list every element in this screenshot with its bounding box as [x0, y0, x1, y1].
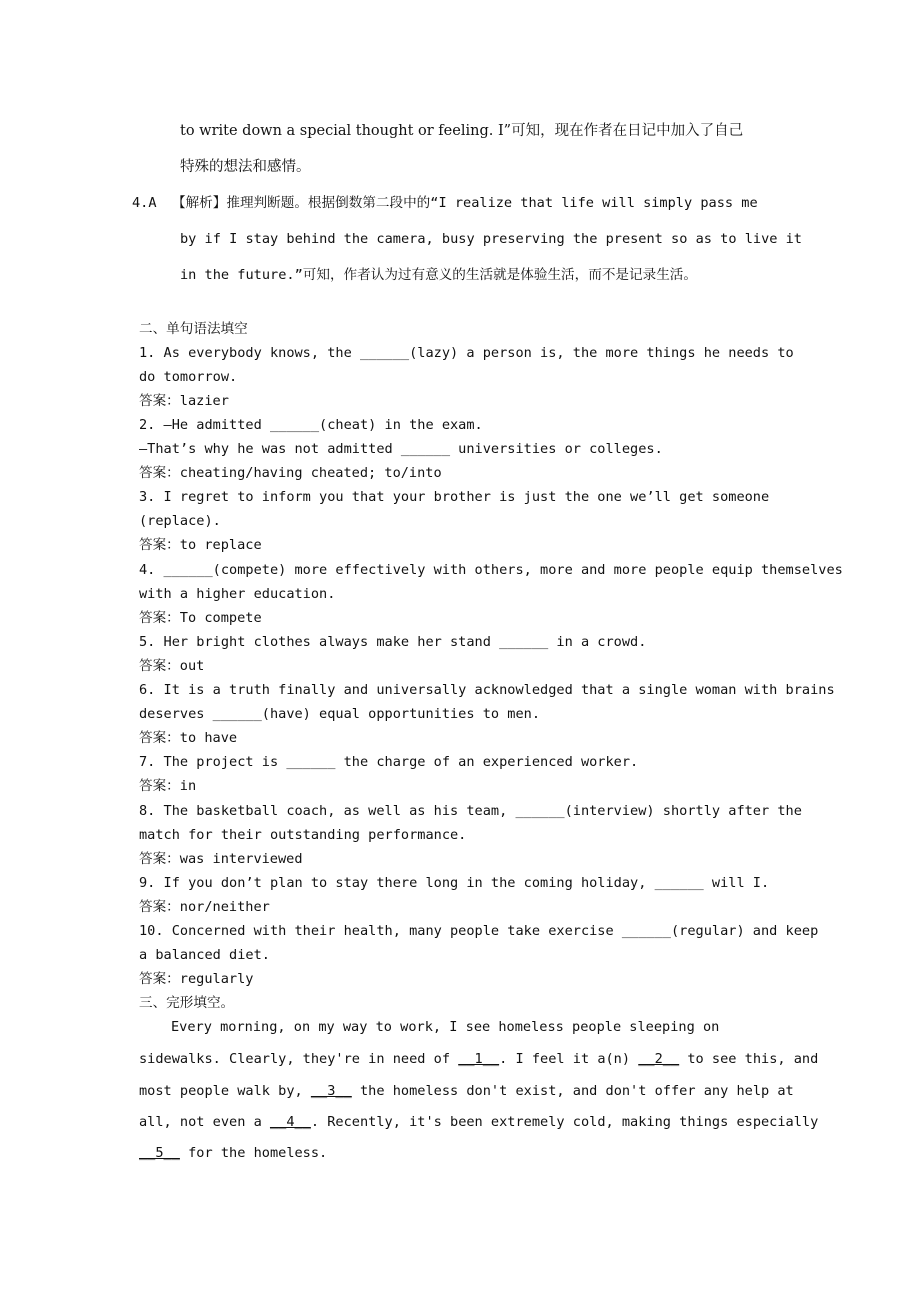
answer-line: 答案：regularly: [139, 971, 254, 987]
question-line: do tomorrow.: [139, 369, 238, 385]
question-line: 8. The basketball coach, as well as his team, ______(interview) shortly after the: [139, 803, 802, 819]
section-heading: 三、完形填空。: [139, 995, 235, 1011]
question-line: a balanced diet.: [139, 947, 270, 963]
question-line: (replace).: [139, 513, 221, 529]
passage-text: the homeless don't exist, and don't offer any help at: [351, 1083, 794, 1099]
answer-line: 答案：nor/neither: [139, 899, 270, 915]
answer-line: 答案：out: [139, 658, 205, 674]
passage-text: sidewalks. Clearly, they're in need of: [139, 1051, 459, 1067]
explanation-line: by if I stay behind the camera, busy preserving the present so as to live it: [180, 231, 802, 247]
cloze-blank-2: __2__: [638, 1051, 680, 1067]
question-line: 4. ______(compete) more effectively with others, more and more people equip themselves: [139, 562, 843, 578]
passage-text: . I feel it a(n): [499, 1051, 639, 1067]
section-heading: 二、单句语法填空: [139, 321, 248, 337]
question-line: 3. I regret to inform you that your brother is just the one we’ll get someone: [139, 489, 770, 505]
answer-line: 答案：cheating/having cheated; to/into: [139, 465, 442, 481]
passage-line: [139, 1049, 818, 1069]
passage-text: most people walk by,: [139, 1083, 311, 1099]
cloze-blank-1: __1__: [458, 1051, 500, 1067]
passage-text: all, not even a: [139, 1114, 270, 1130]
explanation-line: 特殊的想法和感情。: [180, 159, 311, 175]
question-line: 5. Her bright clothes always make her stand ______ in a crowd.: [139, 634, 647, 650]
question-line: 9. If you don’t plan to stay there long in the coming holiday, ______ will I.: [139, 875, 770, 891]
answer-line: 答案：to have: [139, 730, 238, 746]
answer-line: 答案：in: [139, 778, 197, 794]
passage-line: [139, 1081, 794, 1101]
question-line: 10. Concerned with their health, many people take exercise ______(regular) and keep: [139, 923, 819, 939]
passage-line: Every morning, on my way to work, I see homeless people sleeping on: [171, 1019, 720, 1035]
cloze-blank-5: __5__: [139, 1145, 180, 1161]
passage-text: . Recently, it's been extremely cold, making things especially: [310, 1114, 819, 1130]
explanation-line: in the future.”可知，作者认为过有意义的生活就是体验生活，而不是记录生活。: [180, 267, 697, 283]
question-line: 1. As everybody knows, the ______(lazy) a person is, the more things he needs to: [139, 345, 794, 361]
question-line: with a higher education.: [139, 586, 336, 602]
question-line: 6. It is a truth finally and universally acknowledged that a single woman with brains: [139, 682, 835, 698]
cloze-blank-4: __4__: [269, 1114, 311, 1130]
answer-line: 答案：to replace: [139, 537, 262, 553]
passage-text: to see this, and: [679, 1051, 819, 1067]
answer-line: 答案：To compete: [139, 610, 262, 626]
question-line: 7. The project is ______ the charge of an experienced worker.: [139, 754, 639, 770]
answer-line: 答案：was interviewed: [139, 851, 303, 867]
question-line: —That’s why he was not admitted ______ universities or colleges.: [139, 441, 663, 457]
question-line: 2. —He admitted ______(cheat) in the exam.: [139, 417, 483, 433]
explanation-line: 【解析】推理判断题。根据倒数第二段中的“I realize that life will simply pass me: [172, 195, 758, 211]
answer-line: 答案：lazier: [139, 393, 229, 409]
question-line: match for their outstanding performance.: [139, 827, 467, 843]
cloze-blank-3: __3__: [310, 1083, 352, 1099]
question-line: deserves ______(have) equal opportunities to men.: [139, 706, 541, 722]
explanation-line: to write down a special thought or feeling. I”可知，现在作者在日记中加入了自己: [180, 123, 744, 139]
answer-label: 4.A: [132, 195, 157, 211]
passage-line: [139, 1143, 327, 1163]
passage-line: [139, 1112, 818, 1132]
passage-text: for the homeless.: [179, 1145, 328, 1161]
